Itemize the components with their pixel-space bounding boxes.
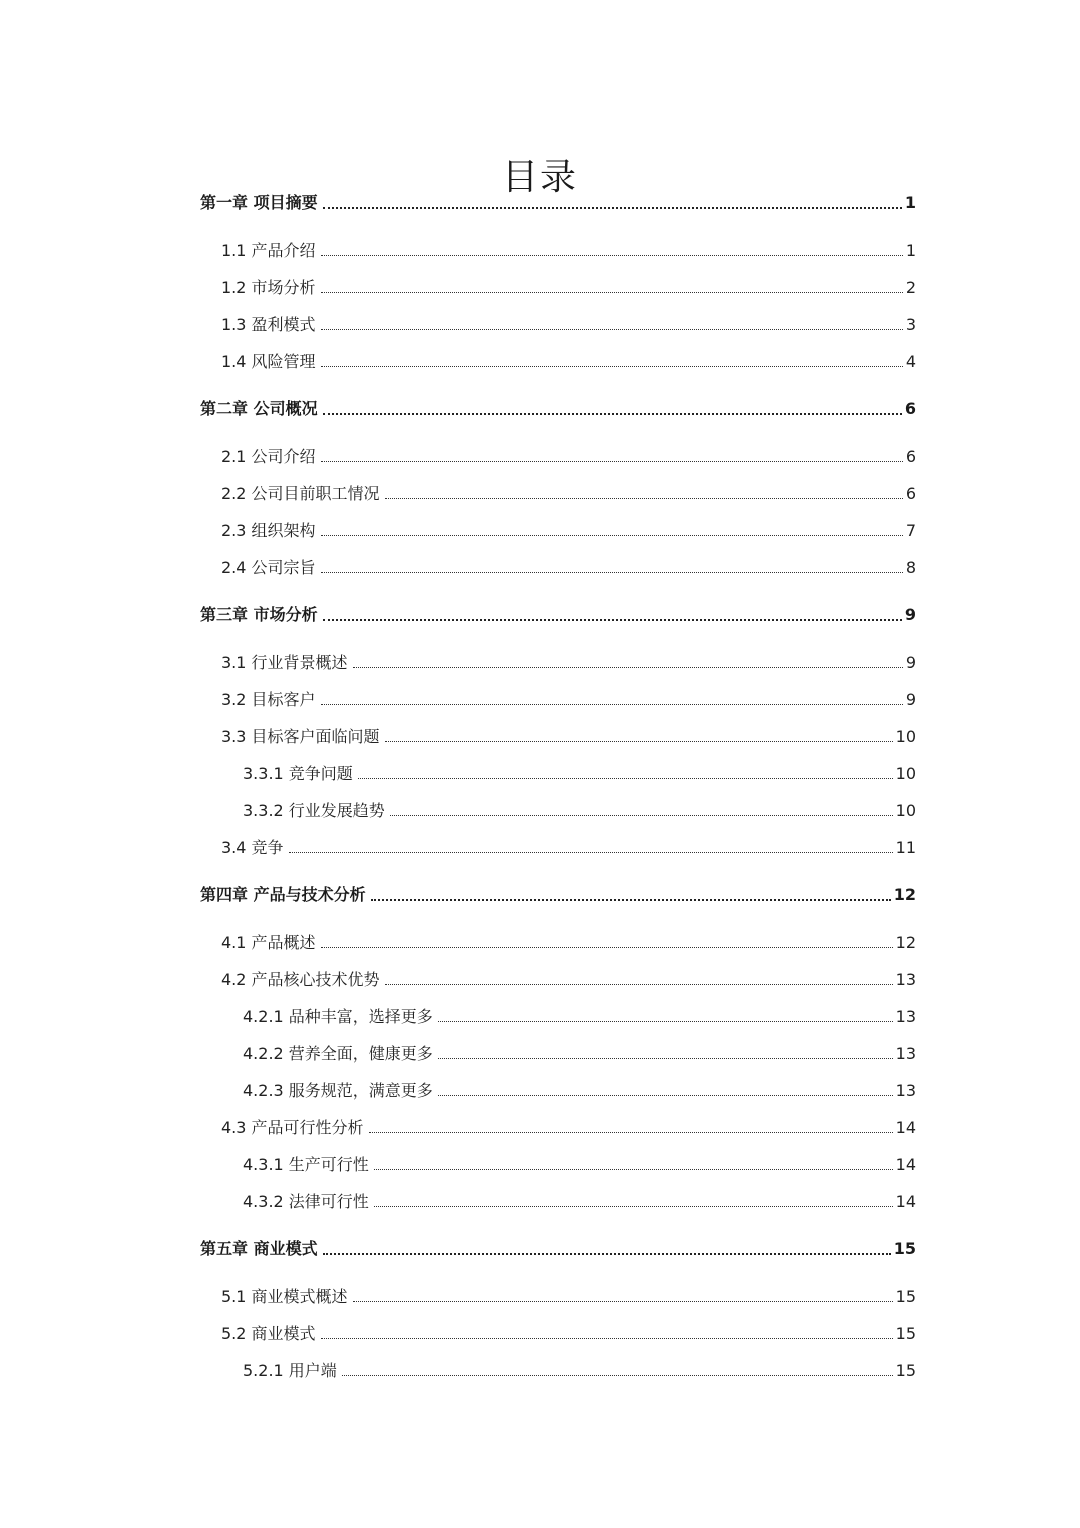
toc-entry-page: 14 bbox=[895, 1118, 916, 1137]
dot-leader bbox=[342, 1359, 893, 1376]
dot-leader bbox=[321, 519, 903, 536]
toc-entry-page: 7 bbox=[905, 521, 916, 540]
toc-entry-label: 4.1 产品概述 bbox=[221, 933, 316, 952]
toc-entry-4-2[interactable] bbox=[221, 968, 916, 992]
toc-entry-label: 3.4 竞争 bbox=[221, 838, 284, 857]
dot-leader bbox=[323, 603, 902, 621]
toc-entry-label: 1.4 风险管理 bbox=[221, 352, 316, 371]
dot-leader bbox=[321, 931, 893, 948]
toc-entry-chapter-5[interactable] bbox=[200, 1237, 916, 1261]
dot-leader bbox=[321, 313, 903, 330]
toc-entry-chapter-3[interactable] bbox=[200, 603, 916, 627]
toc-entry-2-1[interactable] bbox=[221, 445, 916, 469]
toc-entry-4-3-2[interactable] bbox=[243, 1190, 916, 1214]
toc-entry-4-3[interactable] bbox=[221, 1116, 916, 1140]
dot-leader bbox=[385, 482, 903, 499]
dot-leader bbox=[321, 239, 903, 256]
toc-entry-label: 1.1 产品介绍 bbox=[221, 241, 316, 260]
dot-leader bbox=[321, 688, 903, 705]
toc-entry-label: 4.2.2 营养全面，健康更多 bbox=[243, 1044, 433, 1063]
toc-entry-page: 11 bbox=[895, 838, 916, 857]
toc-entry-3-3[interactable] bbox=[221, 725, 916, 749]
toc-entry-5-2[interactable] bbox=[221, 1322, 916, 1346]
toc-entry-label: 4.2 产品核心技术优势 bbox=[221, 970, 380, 989]
toc-entry-5-1[interactable] bbox=[221, 1285, 916, 1309]
toc-entry-1-1[interactable] bbox=[221, 239, 916, 263]
toc-entry-label: 3.1 行业背景概述 bbox=[221, 653, 348, 672]
dot-leader bbox=[321, 276, 903, 293]
toc-entry-label: 5.2 商业模式 bbox=[221, 1324, 316, 1343]
toc-entry-label: 3.3 目标客户面临问题 bbox=[221, 727, 380, 746]
toc-entry-3-1[interactable] bbox=[221, 651, 916, 675]
dot-leader bbox=[323, 1237, 891, 1255]
toc-entry-chapter-4[interactable] bbox=[200, 883, 916, 907]
toc-entry-label: 1.2 市场分析 bbox=[221, 278, 316, 297]
toc-entry-label: 5.2.1 用户端 bbox=[243, 1361, 337, 1380]
toc-entry-label: 4.2.3 服务规范，满意更多 bbox=[243, 1081, 433, 1100]
toc-entry-3-3-1[interactable] bbox=[243, 762, 916, 786]
toc-entry-label: 2.2 公司目前职工情况 bbox=[221, 484, 380, 503]
toc-entry-page: 8 bbox=[905, 558, 916, 577]
dot-leader bbox=[390, 799, 893, 816]
toc-entry-4-2-1[interactable] bbox=[243, 1005, 916, 1029]
toc-entry-4-2-3[interactable] bbox=[243, 1079, 916, 1103]
dot-leader bbox=[438, 1042, 893, 1059]
dot-leader bbox=[358, 762, 893, 779]
toc-entry-label: 第一章 项目摘要 bbox=[200, 193, 318, 212]
toc-entry-page: 9 bbox=[905, 690, 916, 709]
toc-entry-page: 2 bbox=[905, 278, 916, 297]
toc-entry-page: 13 bbox=[895, 1081, 916, 1100]
toc-entry-page: 9 bbox=[904, 605, 916, 624]
toc-entry-label: 5.1 商业模式概述 bbox=[221, 1287, 348, 1306]
toc-entry-label: 第二章 公司概况 bbox=[200, 399, 318, 418]
dot-leader bbox=[353, 1285, 893, 1302]
toc-entry-label: 4.3.2 法律可行性 bbox=[243, 1192, 369, 1211]
toc-entry-page: 15 bbox=[893, 1239, 916, 1258]
dot-leader bbox=[321, 445, 903, 462]
toc-entry-page: 13 bbox=[895, 1044, 916, 1063]
toc-entry-page: 10 bbox=[895, 727, 916, 746]
toc-entry-label: 3.3.2 行业发展趋势 bbox=[243, 801, 385, 820]
dot-leader bbox=[323, 191, 902, 209]
dot-leader bbox=[374, 1190, 893, 1207]
dot-leader bbox=[385, 725, 893, 742]
toc-entry-label: 第五章 商业模式 bbox=[200, 1239, 318, 1258]
toc-entry-label: 3.2 目标客户 bbox=[221, 690, 316, 709]
dot-leader bbox=[321, 1322, 893, 1339]
toc-entry-page: 15 bbox=[895, 1287, 916, 1306]
toc-entry-page: 10 bbox=[895, 801, 916, 820]
toc-entry-page: 10 bbox=[895, 764, 916, 783]
toc-entry-page: 9 bbox=[905, 653, 916, 672]
toc-entry-page: 14 bbox=[895, 1155, 916, 1174]
dot-leader bbox=[438, 1005, 893, 1022]
toc-entry-label: 2.3 组织架构 bbox=[221, 521, 316, 540]
toc-entry-page: 12 bbox=[893, 885, 916, 904]
toc-entry-1-3[interactable] bbox=[221, 313, 916, 337]
toc-entry-label: 第三章 市场分析 bbox=[200, 605, 318, 624]
dot-leader bbox=[438, 1079, 893, 1096]
toc-entry-page: 1 bbox=[905, 241, 916, 260]
dot-leader bbox=[385, 968, 893, 985]
toc-entry-label: 2.1 公司介绍 bbox=[221, 447, 316, 466]
toc-entry-3-4[interactable] bbox=[221, 836, 916, 860]
toc-entry-2-4[interactable] bbox=[221, 556, 916, 580]
toc-entry-label: 3.3.1 竞争问题 bbox=[243, 764, 353, 783]
toc-entry-page: 4 bbox=[905, 352, 916, 371]
toc-entry-3-3-2[interactable] bbox=[243, 799, 916, 823]
toc-entry-page: 3 bbox=[905, 315, 916, 334]
toc-entry-label: 第四章 产品与技术分析 bbox=[200, 885, 366, 904]
toc-entry-4-2-2[interactable] bbox=[243, 1042, 916, 1066]
toc-entry-label: 4.3 产品可行性分析 bbox=[221, 1118, 364, 1137]
toc-entry-4-1[interactable] bbox=[221, 931, 916, 955]
toc-entry-5-2-1[interactable] bbox=[243, 1359, 916, 1383]
toc-entry-2-2[interactable] bbox=[221, 482, 916, 506]
dot-leader bbox=[289, 836, 893, 853]
dot-leader bbox=[371, 883, 891, 901]
toc-entry-label: 4.3.1 生产可行性 bbox=[243, 1155, 369, 1174]
toc-entry-label: 1.3 盈利模式 bbox=[221, 315, 316, 334]
toc-entry-1-2[interactable] bbox=[221, 276, 916, 300]
toc-entry-page: 6 bbox=[905, 484, 916, 503]
toc-entry-2-3[interactable] bbox=[221, 519, 916, 543]
dot-leader bbox=[353, 651, 903, 668]
dot-leader bbox=[374, 1153, 893, 1170]
toc-entry-page: 6 bbox=[905, 447, 916, 466]
toc-entry-3-2[interactable] bbox=[221, 688, 916, 712]
toc-entry-page: 14 bbox=[895, 1192, 916, 1211]
dot-leader bbox=[321, 350, 903, 367]
toc-entry-page: 13 bbox=[895, 970, 916, 989]
dot-leader bbox=[323, 397, 902, 415]
toc-entry-page: 6 bbox=[904, 399, 916, 418]
toc-entry-label: 4.2.1 品种丰富，选择更多 bbox=[243, 1007, 433, 1026]
toc-entry-page: 12 bbox=[895, 933, 916, 952]
toc-entry-page: 13 bbox=[895, 1007, 916, 1026]
toc-title: 目录 bbox=[501, 157, 578, 199]
dot-leader bbox=[321, 556, 903, 573]
toc-entry-1-4[interactable] bbox=[221, 350, 916, 374]
toc-entry-label: 2.4 公司宗旨 bbox=[221, 558, 316, 577]
dot-leader bbox=[369, 1116, 893, 1133]
toc-entry-chapter-2[interactable] bbox=[200, 397, 916, 421]
toc-entry-4-3-1[interactable] bbox=[243, 1153, 916, 1177]
toc-entry-page: 15 bbox=[895, 1361, 916, 1380]
toc-entry-chapter-1[interactable] bbox=[200, 191, 916, 215]
toc-entry-page: 15 bbox=[895, 1324, 916, 1343]
toc-entry-page: 1 bbox=[904, 193, 916, 212]
